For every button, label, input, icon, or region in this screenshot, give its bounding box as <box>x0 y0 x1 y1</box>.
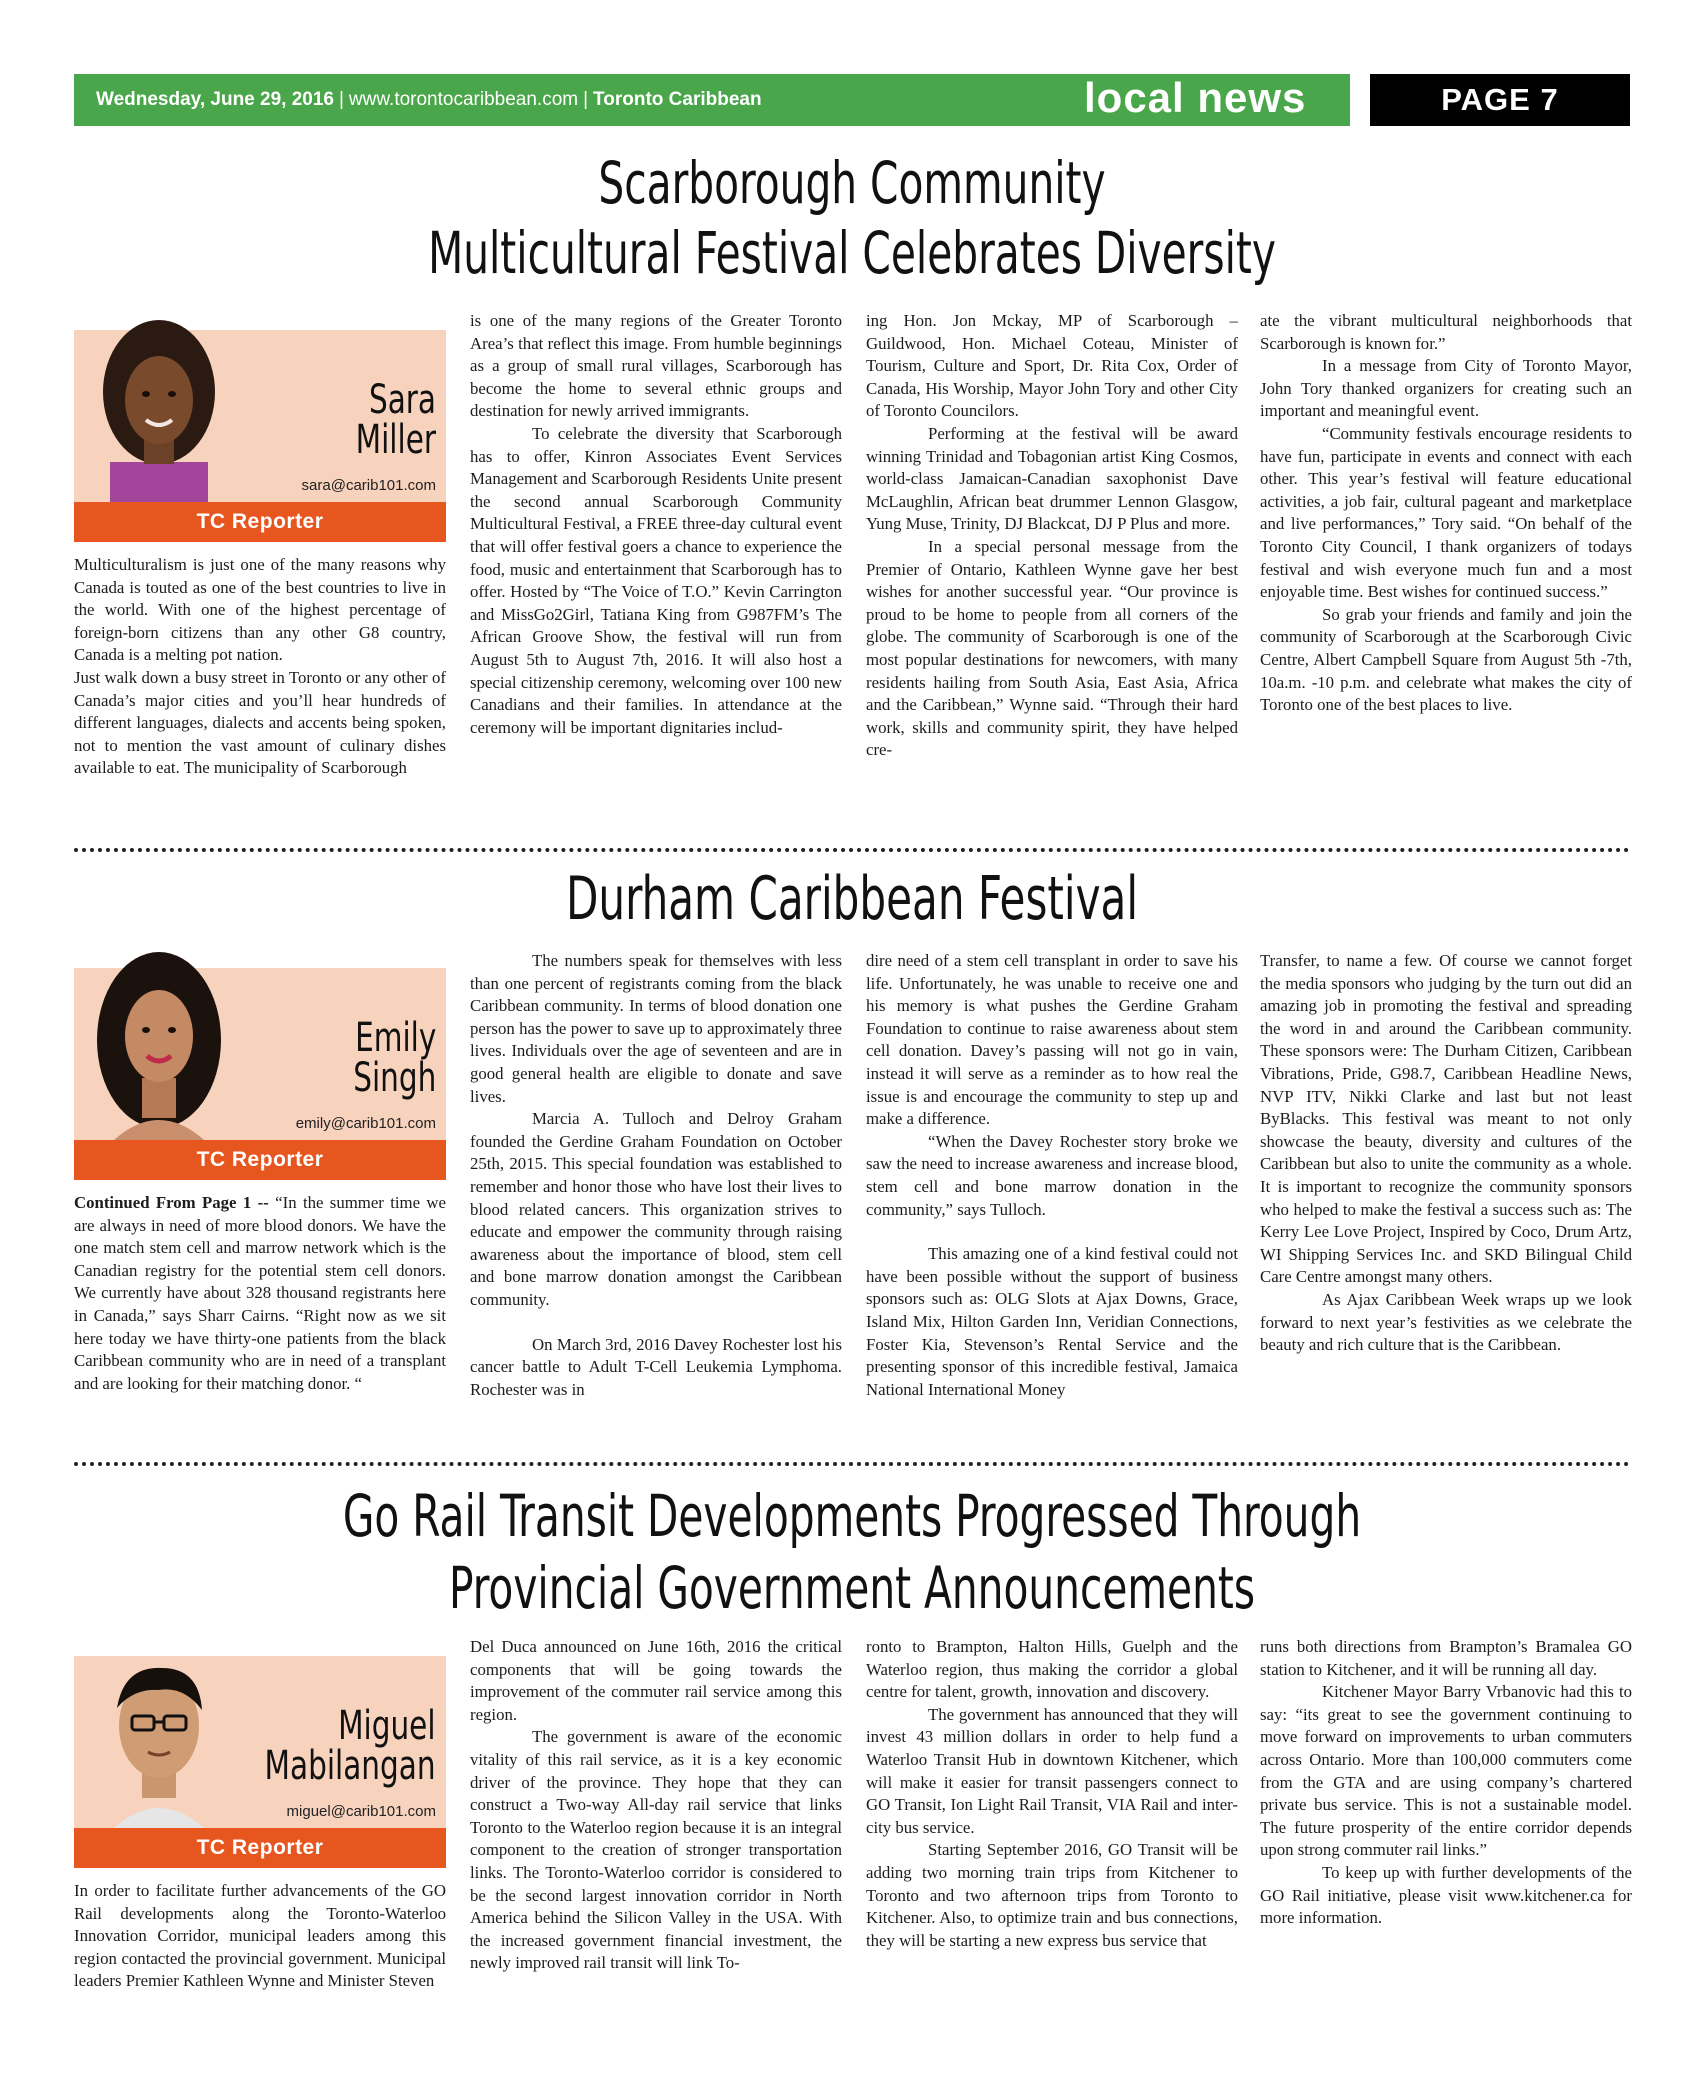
reporter-first-name: Sara <box>368 377 436 423</box>
paragraph: In order to facilitate further advancements of the GO Rail developments along the Toronto-Waterloo Innovation Corridor, municipal leaders among this region contacted the provincial government. Municipal leaders Premier Kathleen Wynne and Minister Steven <box>74 1881 446 1991</box>
reporter-role-badge: TC Reporter <box>74 1828 446 1868</box>
headline-line: Multicultural Festival Celebrates Diversity <box>428 219 1276 287</box>
reporter-card-sara <box>74 330 446 542</box>
headline-line: Durham Caribbean Festival <box>565 864 1139 934</box>
reporter-card-header <box>74 968 446 1140</box>
reporter-card-emily <box>74 968 446 1180</box>
reporter-last-name: Mabilangan <box>264 1743 436 1789</box>
article-2-lead-column <box>74 1192 446 1442</box>
reporter-email[interactable]: miguel@carib101.com <box>286 1803 436 1820</box>
article-1-headline <box>74 148 1630 288</box>
article-2-headline <box>74 864 1630 934</box>
paragraph: On March 3rd, 2016 Davey Rochester lost his cancer battle to Adult T-Cell Leukemia Lymphoma. Rochester was in <box>470 1334 842 1399</box>
paragraph: Just walk down a busy street in Toronto or any other of Canada’s major cities and you’ll hear hundreds of different languages, dialects and accents being spoken, not to mention the vast amount of culinary dishes available to eat. The municipality of Scarborough <box>74 667 446 778</box>
paragraph: The numbers speak for themselves with less than one percent of registrants coming from the black Caribbean community. In terms of blood donation one person has the power to save up to approximately three lives. Individuals over the age of seventeen and are in good general health are eligible to donate and save lives. <box>470 951 842 1106</box>
header-date: Wednesday, June 29, 2016 <box>96 89 334 110</box>
reporter-name <box>264 1703 436 1789</box>
article-2-column-2 <box>866 950 1238 1444</box>
paragraph: “Community festivals encourage residents to have fun, participate in events and connect with each other. This year’s festival will feature educational activities, a job fair, cultural pageant and marketplace and live performances,” Tory said. “On behalf of the Toronto City Council, I thank organizers of todays festival and wish everyone much fun and a most enjoyable time. Best wishes for continued success.” <box>1260 423 1632 602</box>
article-2-column-3 <box>1260 950 1632 1444</box>
paragraph: The government has announced that they will invest 43 million dollars in order to help fund a Waterloo Transit Hub in downtown Kitchener, which will make it easier for transit passengers connect to GO Transit, Ion Light Rail Transit, VIA Rail and inter-city bus service. <box>866 1704 1238 1837</box>
reporter-role-badge: TC Reporter <box>74 1140 446 1180</box>
paragraph: The government is aware of the economic vitality of this rail service, as it is a key economic driver of the province. They hope that they can construct a Two-way All-day rail service that links Toronto to the Waterloo region because it is an integral component to the creation of stronger transportation links. The Toronto-Waterloo corridor is considered to be the second largest innovation corridor in North America behind the Silicon Valley in the USA. With the increased government financial investment, the newly improved rail transit will link To- <box>470 1727 842 1973</box>
reporter-photo <box>84 1638 234 1828</box>
reporter-photo <box>84 312 234 502</box>
paragraph-text: “In the summer time we are always in need of more blood donors. We have the one match stem cell and marrow network which is the Canadian registry for the potential stem cell donors. We currently have about 328 thousand registrants here in Canada,” says Sharr Cairns. “Right now as we sit here today we have thirty-one patients from the black Caribbean community who are in need of a transplant and are looking for their matching donor. “ <box>74 1193 446 1393</box>
paragraph: Starting September 2016, GO Transit will be adding two morning train trips from Kitchener to Toronto and two afternoon trips from Toronto to Kitchener. Also, to optimize train and bus connections, they will be starting a new express bus service that <box>866 1840 1238 1950</box>
paragraph: To keep up with further developments of the GO Rail initiative, please visit www.kitchener.ca for more information. <box>1260 1862 1632 1928</box>
paragraph: Transfer, to name a few. Of course we cannot forget the media sponsors who judging by the turn out did an amazing job in promoting the festival and spreading the word in and around the Caribbean community. These sponsors were: The Durham Citizen, Caribbean Vibrations, Pride, G98.7, Caribbean Headline News, NVP ITV, Nikki Clarke and last but not least ByBlacks. This festival was meant to not only showcase the beauty, diversity and cultures of the Caribbean but also to unite the community as a whole. It is important to recognize the community sponsors who helped to make the festival a success such as: The Kerry Lee Love Project, Inspired by Coco, Drum Artz, WI Shipping Services Inc. and SKD Bilingual Child Care Centre amongst many others. <box>1260 951 1632 1287</box>
article-divider <box>74 1462 1630 1466</box>
reporter-card-header <box>74 1656 446 1828</box>
paragraph: “When the Davey Rochester story broke we saw the need to increase awareness and increase blood, stem cell and bone marrow donation in the community,” says Tulloch. <box>866 1131 1238 1219</box>
article-1-lead-column <box>74 554 446 832</box>
reporter-card-miguel <box>74 1656 446 1868</box>
article-3-lead-column <box>74 1880 446 2020</box>
reporter-card-header <box>74 330 446 502</box>
page-header <box>74 74 1630 126</box>
paragraph: Marcia A. Tulloch and Delroy Graham founded the Gerdine Graham Foundation on October 25th, 2015. This special foundation was established to remember and honor those who have lost their lives to blood related cancers. This organization strives to educate and empower the community through raising awareness about the importance of blood, stem cell and bone marrow donation amongst the Caribbean community. <box>470 1109 842 1309</box>
paragraph: Del Duca announced on June 16th, 2016 the critical components that will be going towards the improvement of the commuter rail service among this region. <box>470 1637 842 1724</box>
paragraph: ronto to Brampton, Halton Hills, Guelph and the Waterloo region, thus making the corridor a global centre for talent, growth, innovation and discovery. <box>866 1637 1238 1702</box>
section-title: local news <box>1084 74 1307 121</box>
header-website[interactable]: www.torontocaribbean.com <box>348 89 579 110</box>
headline-line: Scarborough Community <box>598 149 1106 217</box>
reporter-last-name: Miller <box>355 417 436 463</box>
paragraph: This amazing one of a kind festival could not have been possible without the support of business sponsors such as: OLG Slots at Ajax Downs, Grace, Island Mix, Hilton Garden Inn, Veridian Connections, Foster Kia, Stevenson’s Rental Service and the presenting sponsor of this incredible festival, Jamaica National International Money <box>866 1244 1238 1399</box>
headline-line: Go Rail Transit Developments Progressed Through <box>342 1482 1362 1550</box>
paragraph: dire need of a stem cell transplant in order to save his life. Unfortunately, he was unable to receive one and his memory is what pushes the Gerdine Graham Foundation to continue to raise awareness about stem cell donation. Davey’s passing will not go in vain, instead it will serve as a reminder as to how real the issue is and encourage the community to step up and make a difference. <box>866 951 1238 1129</box>
paragraph: Multiculturalism is just one of the many reasons why Canada is touted as one of the best countries to live in the world. With one of the highest percentage of foreign-born citizens than any other G8 country, Canada is a melting pot nation. <box>74 555 446 665</box>
article-3-column-1 <box>470 1636 842 2022</box>
reporter-first-name: Emily <box>354 1015 436 1061</box>
reporter-email[interactable]: sara@carib101.com <box>301 477 436 494</box>
page-number: PAGE 7 <box>1370 74 1630 126</box>
reporter-name <box>355 377 436 463</box>
paragraph: To celebrate the diversity that Scarborough has to offer, Kinron Associates Event Services Management and Scarborough Residents Unite present the second annual Scarborough Community Multicultural Festival, a FREE three-day cultural event that will offer festival goers a chance to experience the food, music and entertainment that Scarborough has to offer. Hosted by “The Voice of T.O.” Kevin Carrington and MissGo2Girl, Tatiana King from G987FM’s The African Groove Show, the festival will run from August 5th to August 7th, 2016. It will also host a special citizenship ceremony, welcoming over 100 new Canadians and their families. In attendance at the ceremony will be important dignitaries includ- <box>470 423 842 737</box>
reporter-last-name: Singh <box>352 1055 436 1101</box>
paragraph: is one of the many regions of the Greater Toronto Area’s that reflect this image. From humble beginnings as a group of small rural villages, Scarborough has become the home to several ethnic groups and destination for newly arrived immigrants. <box>470 311 842 421</box>
paragraph <box>74 1192 446 1395</box>
paragraph: In a message from City of Toronto Mayor, John Tory thanked organizers for creating such an important and meaningful event. <box>1260 356 1632 421</box>
article-3-column-3 <box>1260 1636 1632 2022</box>
article-3-column-2 <box>866 1636 1238 2022</box>
reporter-role-badge: TC Reporter <box>74 502 446 542</box>
paragraph: Performing at the festival will be award winning Trinidad and Tobagonian artist King Cosmos, world-class Jamaican-Canadian saxophonist Dave McLaughlin, African beat drummer Lennon Glasgow, Yung Muse, Trinity, DJ Blackcat, DJ P Plus and more. <box>866 423 1238 534</box>
headline-line: Provincial Government Announcements <box>448 1554 1256 1622</box>
article-divider <box>74 848 1630 852</box>
continued-from-label: Continued From Page 1 -- <box>74 1193 269 1212</box>
article-2-column-1 <box>470 950 842 1444</box>
reporter-email[interactable]: emily@carib101.com <box>295 1115 436 1132</box>
reporter-name <box>352 1015 436 1101</box>
article-3-headline <box>74 1480 1630 1624</box>
article-1-column-3 <box>1260 310 1632 834</box>
header-dateline: Wednesday, June 29, 2016 | www.torontocaribbean.com | Toronto Caribbean <box>96 89 762 110</box>
paragraph: Kitchener Mayor Barry Vrbanovic had this to say: “its great to see the government continuing to move forward on improvements to urban commuters across Ontario. More than 100,000 commuters come from the GTA and are using company’s chartered private bus service. This is not a sustainable model. The future prosperity of the entire corridor depends upon strong commuter rail links.” <box>1260 1682 1632 1860</box>
article-1-column-2 <box>866 310 1238 834</box>
paragraph: In a special personal message from the Premier of Ontario, Kathleen Wynne gave her best wishes for another successful year. “Our province is proud to be home to people from all corners of the globe. The community of Scarborough is one of the most popular destinations for newcomers, with many residents hailing from South Asia, East Asia, Africa and the Caribbean,” Wynne said. “Through their hard work, skills and community spirit, they have helped cre- <box>866 536 1238 760</box>
reporter-photo <box>84 950 234 1140</box>
header-paper-name: Toronto Caribbean <box>593 89 762 110</box>
paragraph: ing Hon. Jon Mckay, MP of Scarborough – Guildwood, Hon. Michael Coteau, Minister of Tourism, Culture and Sport, Dr. Rita Cox, Order of Canada, His Worship, Mayor John Tory and other City of Toronto Councilors. <box>866 311 1238 421</box>
article-1-column-1 <box>470 310 842 834</box>
reporter-first-name: Miguel <box>338 1703 436 1749</box>
paragraph: ate the vibrant multicultural neighborhoods that Scarborough is known for.” <box>1260 311 1632 353</box>
paragraph: runs both directions from Brampton’s Bramalea GO station to Kitchener, and it will be running all day. <box>1260 1637 1632 1679</box>
paragraph: So grab your friends and family and join the community of Scarborough at the Scarborough Civic Centre, Albert Campbell Square from August 5th -7th, 10a.m. -10 p.m. and celebrate what makes the city of Toronto one of the best places to live. <box>1260 604 1632 715</box>
paragraph: As Ajax Caribbean Week wraps up we look forward to next year’s festivities as we celebrate the beauty and rich culture that is the Caribbean. <box>1260 1289 1632 1355</box>
